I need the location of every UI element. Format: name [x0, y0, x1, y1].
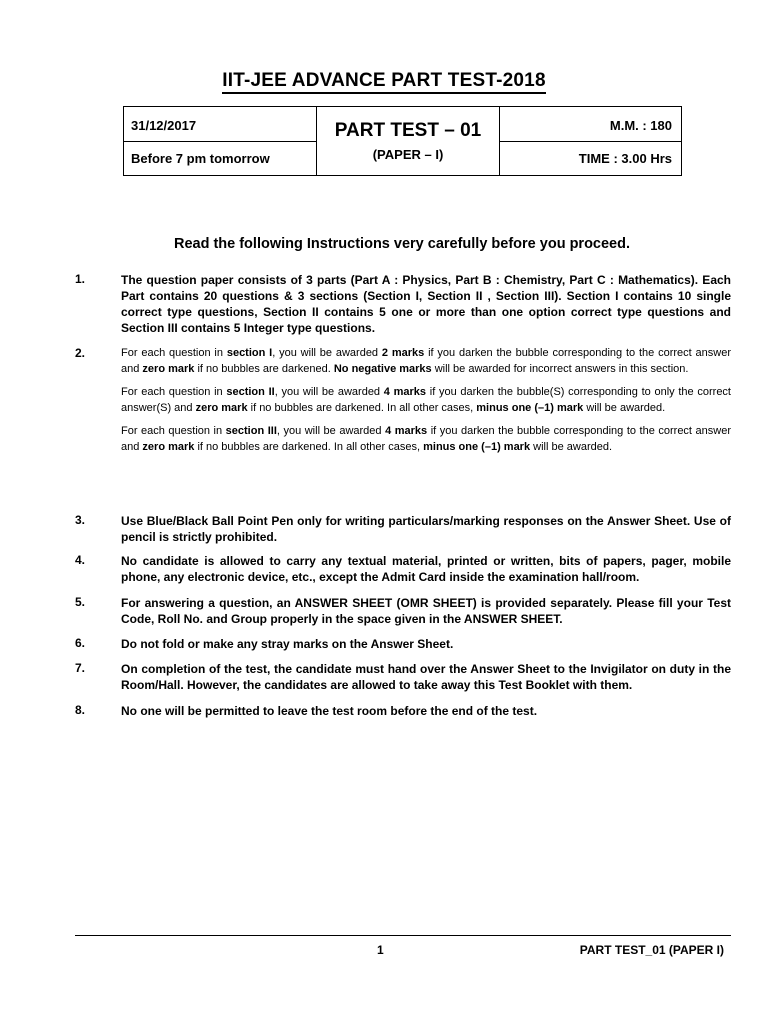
header-max-marks: M.M. : 180	[499, 107, 681, 142]
header-paper: (PAPER – I)	[372, 147, 444, 162]
page-number: 1	[377, 943, 384, 957]
instruction-8	[75, 703, 731, 719]
instruction-text: For answering a question, an ANSWER SHEET (OMR SHEET) is provided separately. Please fill your Test Code, Roll No. and Group properly in the space given in the ANSWER SHEET.	[121, 596, 731, 626]
instruction-4	[75, 553, 731, 585]
instruction-number: 6.	[75, 636, 86, 650]
instruction-7	[75, 661, 731, 693]
footer-label: PART TEST_01 (PAPER I)	[579, 943, 724, 957]
header-deadline: Before 7 pm tomorrow	[124, 142, 317, 175]
instruction-number: 4.	[75, 553, 86, 567]
instruction-3	[75, 513, 731, 545]
marking-section-3: For each question in section III, you will be awarded 4 marks if you darken the bubble corresponding to the correct answer and zero mark if no bubbles are darkened. In all other cases, minus one (–1) mark will be awarded.	[121, 425, 731, 453]
read-instructions-heading: Read the following Instructions very carefully before you proceed.	[173, 236, 631, 252]
footer-divider	[75, 935, 731, 936]
instruction-text: No candidate is allowed to carry any textual material, printed or written, bits of papers, pager, mobile phone, any electronic device, etc., except the Admit Card inside the examination hall/room.	[121, 554, 731, 584]
instruction-2	[75, 346, 731, 463]
instruction-text: The question paper consists of 3 parts (Part A : Physics, Part B : Chemistry, Part C : Mathematics). Each Part contains 20 questions & 3 sections (Section I, Section II , Section III). Section I contains 10 single correct type questions, Section II contains 5 one or more than one option correct type questions and Section III contains 5 Integer type questions.	[121, 273, 731, 335]
instruction-number: 8.	[75, 703, 86, 717]
document-title-text: IIT-JEE ADVANCE PART TEST-2018	[222, 70, 545, 94]
header-table	[123, 106, 682, 176]
instruction-text: No one will be permitted to leave the test room before the end of the test.	[121, 704, 538, 718]
header-date: 31/12/2017	[124, 107, 317, 142]
marking-section-1: For each question in section I, you will be awarded 2 marks if you darken the bubble corresponding to the correct answer and zero mark if no bubbles are darkened. No negative marks will be awarded for incorrect answers in this section.	[121, 347, 732, 375]
marking-section-2: For each question in section II, you will be awarded 4 marks if you darken the bubble(S) corresponding to only the correct answer(S) and zero mark if no bubbles are darkened. In all other cases, minus one (–1) mark will be awarded.	[121, 386, 731, 414]
instruction-number: 5.	[75, 595, 86, 609]
header-part-test-cell	[317, 107, 499, 175]
header-part-test: PART TEST – 01	[334, 120, 482, 141]
instruction-text: Use Blue/Black Ball Point Pen only for writing particulars/marking responses on the Answer Sheet. Use of pencil is strictly prohibited.	[121, 514, 731, 544]
document-title	[0, 70, 768, 92]
instruction-5	[75, 595, 731, 627]
instruction-number: 1.	[75, 272, 86, 286]
header-time: TIME : 3.00 Hrs	[499, 142, 681, 175]
marking-scheme	[121, 346, 731, 455]
instruction-number: 7.	[75, 661, 86, 675]
instruction-text: Do not fold or make any stray marks on the Answer Sheet.	[121, 637, 454, 651]
instruction-1	[75, 272, 731, 336]
instruction-text: On completion of the test, the candidate must hand over the Answer Sheet to the Invigilator on duty in the Room/Hall. However, the candidates are allowed to take away this Test Booklet with them.	[121, 662, 731, 692]
instruction-number: 2.	[75, 346, 86, 360]
instruction-number: 3.	[75, 513, 86, 527]
instruction-6	[75, 636, 731, 652]
